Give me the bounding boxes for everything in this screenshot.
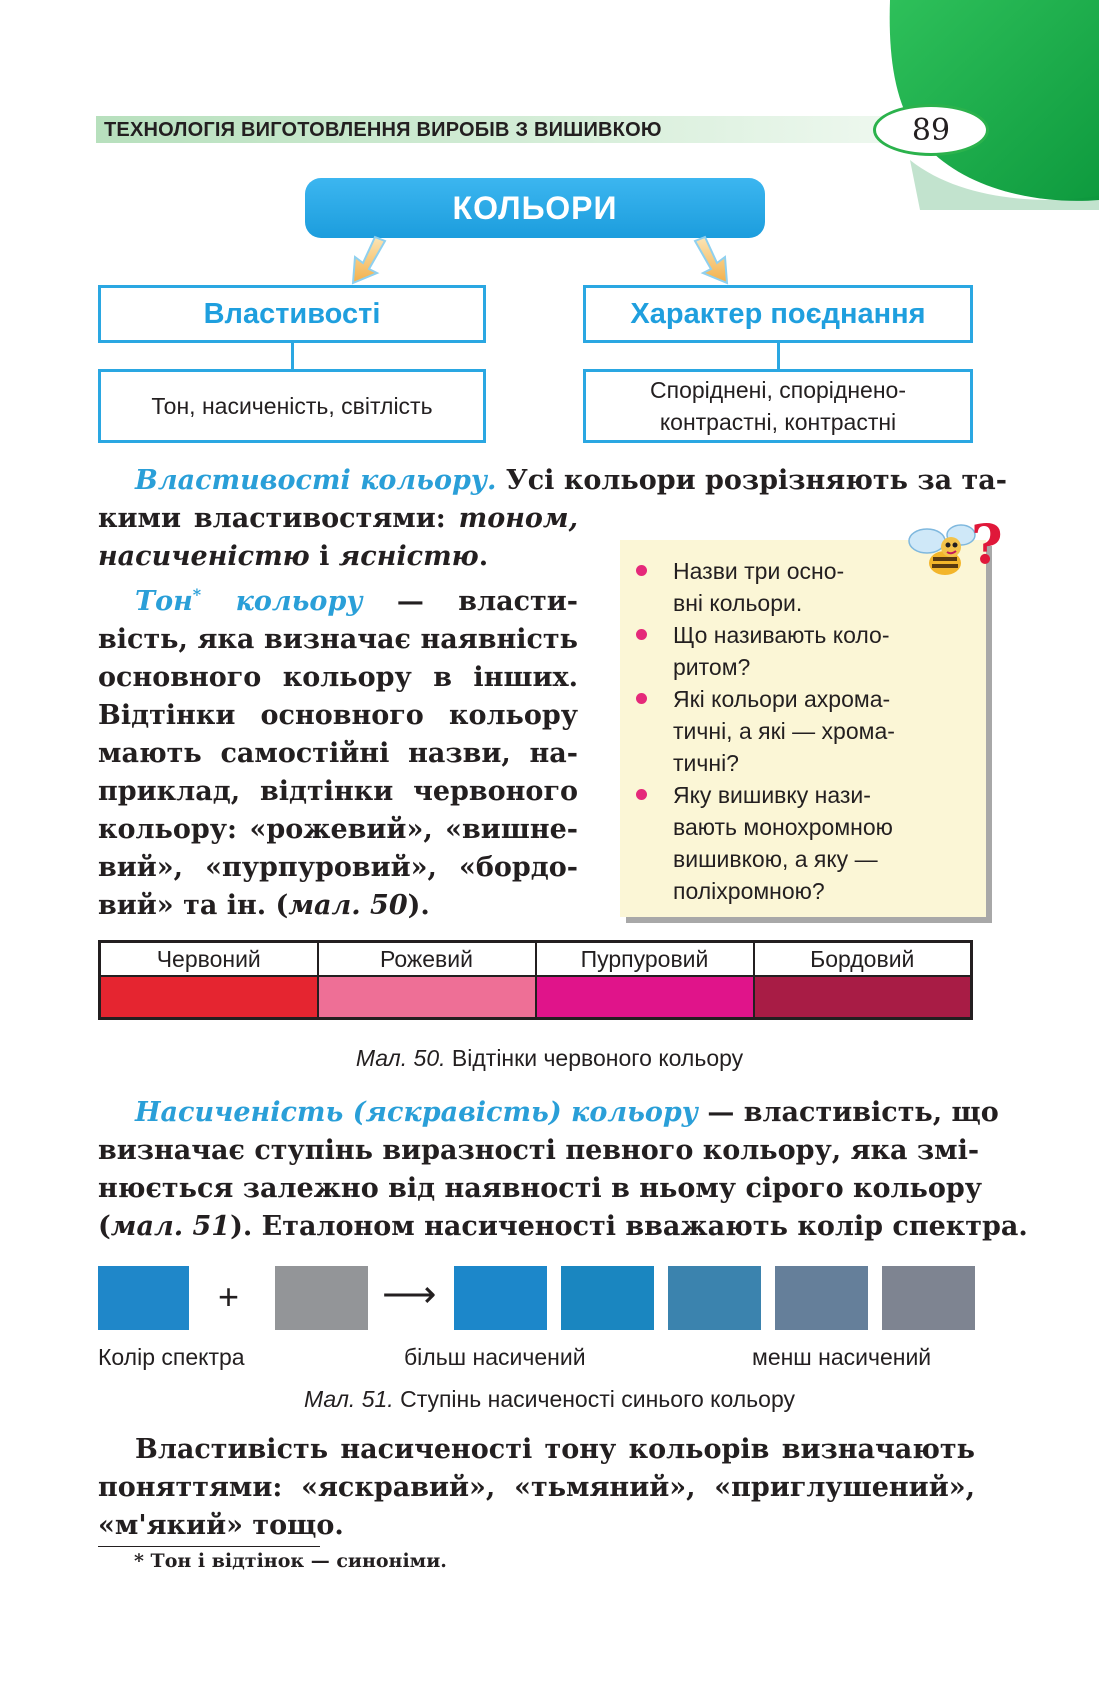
table-header-row [100, 942, 972, 977]
table-header-cell: Червоний [100, 942, 318, 977]
figure-reference: мал. 51 [110, 1211, 231, 1242]
figure-reference: мал. 50 [288, 890, 408, 921]
text-line: і [309, 541, 339, 572]
italic-term: насиченістю [98, 541, 310, 572]
bullet-icon [636, 693, 647, 704]
questions-list [630, 555, 970, 907]
text-line: кими властивостями: [98, 503, 459, 534]
color-swatch [754, 976, 972, 1019]
saturation-step [454, 1266, 547, 1330]
grey-swatch [275, 1266, 368, 1330]
text-line: Усі кольори розрізняють за та- [505, 465, 1007, 496]
saturation-step [882, 1266, 975, 1330]
connector-line [291, 343, 294, 369]
red-shades-table [98, 940, 973, 1020]
question-text: Які кольори ахрома- тичні, а які — хрома- тичні? [673, 686, 895, 776]
text-line: поняттями: «яскравий», «тьмяний», «приглушений», [98, 1472, 975, 1503]
spectrum-swatch [98, 1266, 189, 1330]
text-line: кольору: «рожевий», «вишне- [98, 814, 578, 845]
bullet-icon [636, 565, 647, 576]
question-text: Що називають коло- ритом? [673, 622, 890, 680]
saturation-step [668, 1266, 761, 1330]
italic-term: яcністю [338, 541, 479, 572]
text-line: Властивість насиченості тону кольорів визначають [135, 1434, 975, 1465]
question-item [630, 555, 970, 619]
diagram-combination-body [583, 369, 973, 443]
label-spectrum: Колір спектра [98, 1344, 245, 1370]
plus-sign: + [218, 1276, 240, 1317]
table-header-cell: Пурпуровий [536, 942, 754, 977]
diagram-root: КОЛЬОРИ [305, 178, 765, 238]
text-line: — властивість, що [697, 1097, 999, 1128]
figure-51-caption [0, 1386, 1099, 1413]
text-line: «м'який» тощо. [98, 1510, 344, 1541]
page-number: 89 [873, 104, 989, 156]
text-line: вий» та ін. ( [98, 890, 289, 921]
table-header-cell: Бордовий [754, 942, 972, 977]
label-more-saturated: більш насичений [404, 1344, 586, 1370]
bullet-icon [636, 789, 647, 800]
saturation-step [775, 1266, 868, 1330]
text-line: приклад, відтінки червоного [98, 776, 578, 807]
diagram-combination-head: Характер поєднання [583, 285, 973, 343]
text-line: ). [407, 890, 430, 921]
footnote-mark: * [192, 585, 202, 604]
svg-text:?: ? [971, 512, 1003, 576]
color-swatch [536, 976, 754, 1019]
paragraph-tone [98, 576, 578, 925]
saturation-step [561, 1266, 654, 1330]
text-line: вість, яка визначає наявність [98, 624, 578, 655]
running-header: ТЕХНОЛОГІЯ ВИГОТОВЛЕННЯ ВИРОБІВ З ВИШИВКОЮ [104, 119, 662, 141]
caption-text: Відтінки червоного кольору [445, 1045, 744, 1071]
figure-number: Мал. 51. [304, 1386, 394, 1412]
text-line: ). Еталоном насиченості вважають колір спектра. [230, 1211, 1028, 1242]
question-item [630, 619, 970, 683]
question-item [630, 779, 970, 907]
text-line: . [478, 541, 489, 572]
text-line: Відтінки основного кольору [98, 700, 578, 731]
bullet-icon [636, 629, 647, 640]
paragraph-saturation-terms [98, 1431, 975, 1545]
arrow-icon-left [345, 235, 395, 285]
text-line: визначає ступінь виразності певного кольору, яка змі- [98, 1135, 980, 1166]
diagram-combination-line: Споріднені, спорідненo- [650, 377, 906, 403]
color-swatch [100, 976, 318, 1019]
question-text: Яку вишивку нази- вають монохромною вишивкою, а яку — поліхромною? [673, 782, 893, 904]
term-tone: Тон [135, 586, 193, 617]
connector-line [777, 343, 780, 369]
question-item [630, 683, 970, 779]
label-less-saturated: менш насичений [752, 1344, 932, 1370]
footnote: * Тон і відтінок — синоніми. [134, 1550, 447, 1572]
term-properties: Властивості кольору. [135, 465, 497, 496]
figure-50-caption [0, 1045, 1099, 1072]
caption-text: Ступінь насиченості синього кольору [393, 1386, 795, 1412]
italic-term: тоном, [458, 503, 578, 534]
text-line: основного кольору в інших. [98, 662, 578, 693]
diagram-properties-body: Тон, насиченість, світлість [98, 369, 486, 443]
paragraph-saturation [98, 1094, 1028, 1246]
table-header-cell: Рожевий [318, 942, 536, 977]
text-line: мають самостійні назви, на- [98, 738, 578, 769]
color-swatch [318, 976, 536, 1019]
diagram-combination-line: контрастні, контрастні [659, 409, 897, 435]
text-line: — власти- [362, 586, 578, 617]
term-saturation: Насиченість (яскравість) кольору [135, 1097, 698, 1128]
diagram-properties-head: Властивості [98, 285, 486, 343]
table-swatch-row [100, 976, 972, 1019]
text-line: ( [98, 1211, 111, 1242]
arrow-icon: ⟶ [382, 1274, 437, 1316]
figure-number: Мал. 50. [355, 1045, 446, 1071]
term-tone: кольору [201, 586, 363, 617]
arrow-icon-right [685, 235, 735, 285]
text-line: вий», «пурпуровий», «бордо- [98, 852, 578, 883]
question-text: Назви три осно- вні кольори. [673, 558, 845, 616]
text-line: нюється залежно від наявності в ньому сірого кольору [98, 1173, 983, 1204]
footnote-rule [98, 1546, 320, 1547]
